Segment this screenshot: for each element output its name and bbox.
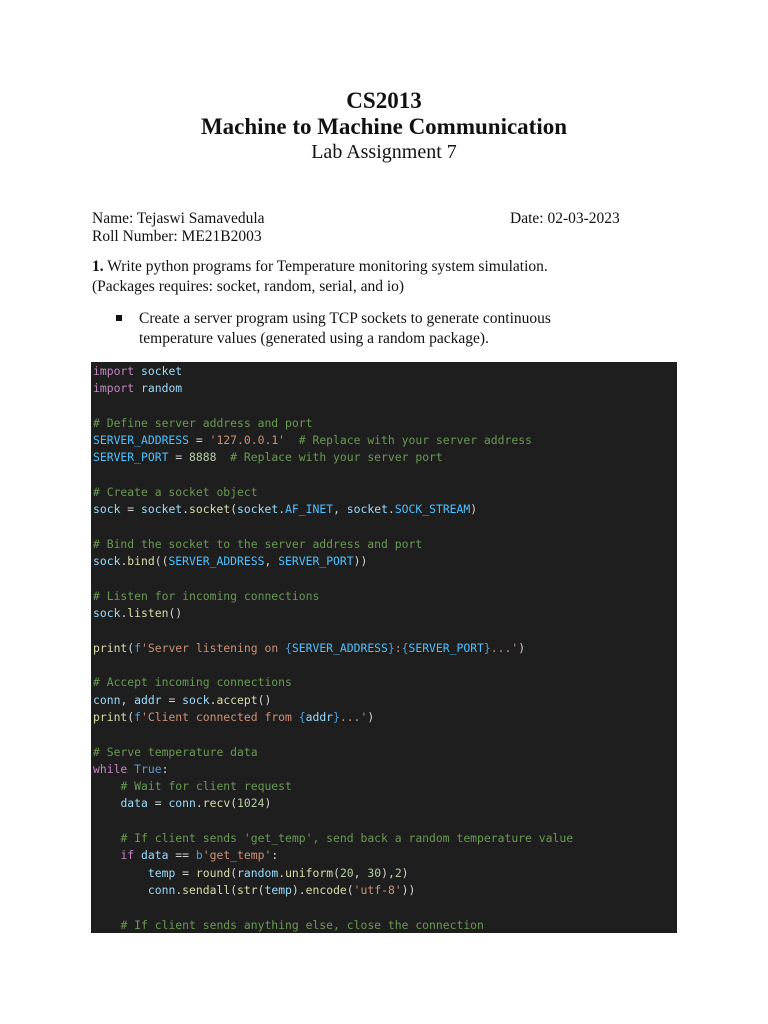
code-token: ...' [490, 640, 519, 655]
code-token: while [93, 761, 128, 776]
code-token: } [333, 709, 340, 724]
code-token: socket [141, 364, 183, 378]
code-token: conn [168, 796, 196, 811]
code-line [91, 778, 677, 795]
code-token: socket [237, 502, 279, 517]
code-token [93, 866, 148, 880]
code-line [91, 830, 677, 847]
code-token: recv [202, 796, 231, 811]
code-token: sock [93, 554, 121, 569]
code-token: = [147, 796, 169, 811]
code-token: temp [147, 865, 176, 880]
code-token: . [120, 554, 128, 569]
code-token: ...' [339, 709, 368, 724]
code-token [93, 883, 148, 897]
code-token: # Bind the socket to the server address and port [93, 536, 423, 551]
code-line [91, 813, 677, 830]
code-token: round [195, 865, 231, 880]
code-token: 20 [339, 865, 354, 880]
code-token: ) [264, 796, 272, 811]
code-token: ( [230, 882, 238, 897]
code-line [91, 761, 677, 778]
code-line [91, 380, 677, 397]
code-token: . [182, 502, 190, 517]
code-token: SERVER_PORT [278, 554, 354, 569]
code-token: ) [470, 502, 478, 517]
code-token: ). [291, 882, 306, 897]
code-line [91, 519, 677, 536]
code-token [285, 433, 299, 447]
code-token: f [134, 640, 142, 655]
code-line [91, 640, 677, 657]
code-token: : [161, 761, 169, 776]
code-token: { [401, 640, 409, 655]
code-token: sock [93, 502, 121, 517]
code-token: 2 [394, 865, 402, 880]
code-token: sock [93, 606, 121, 621]
code-token: 'Server listening on [141, 640, 286, 655]
code-token: 'get_temp' [202, 848, 272, 863]
code-token: . [175, 882, 183, 897]
code-token: sendall [182, 882, 231, 897]
code-line [91, 709, 677, 726]
code-token: () [168, 606, 183, 621]
code-token: print [93, 709, 128, 724]
code-token: ) [518, 640, 526, 655]
code-token: conn [147, 882, 176, 897]
code-token: } [387, 640, 395, 655]
code-token: random [237, 865, 279, 880]
code-token: { [285, 640, 292, 655]
code-token: SERVER_ADDRESS [291, 640, 388, 655]
code-token: # Create a socket object [93, 485, 258, 500]
course-name: Machine to Machine Communication [200, 114, 568, 139]
code-block [91, 362, 677, 933]
code-token: } [483, 640, 491, 655]
code-token: addr [134, 692, 162, 707]
code-token: str [237, 882, 258, 897]
code-line [91, 622, 677, 639]
code-token: = [161, 692, 183, 707]
code-token: '127.0.0.1' [209, 433, 286, 448]
code-token: = [168, 450, 190, 465]
code-token: socket [141, 502, 183, 517]
code-token [134, 848, 141, 862]
code-token: data [120, 796, 148, 811]
code-line [91, 398, 677, 415]
task-text: Create a server program using TCP sockets to generate continuous temperature values (generated using a random package). [139, 310, 551, 347]
code-token: = [189, 433, 210, 448]
code-token: , [264, 554, 279, 569]
code-token: )) [353, 554, 368, 569]
student-name: Name: Tejaswi Samavedula [92, 210, 265, 227]
code-line [91, 744, 677, 761]
code-token: uniform [285, 865, 334, 880]
code-token: ( [346, 882, 354, 897]
code-token: SOCK_STREAM [394, 502, 471, 517]
code-token: # Serve temperature data [93, 744, 258, 759]
code-token: if [120, 848, 135, 863]
assignment-title: Lab Assignment 7 [311, 141, 457, 163]
course-code: CS2013 [346, 88, 422, 113]
code-token [93, 779, 120, 793]
code-token: # Replace with your server port [230, 450, 443, 465]
code-line [91, 795, 677, 812]
code-token: accept [216, 692, 258, 707]
code-line [91, 449, 677, 466]
code-token [216, 450, 230, 464]
code-line [91, 553, 677, 570]
question-line-2: (Packages requires: socket, random, serial, and io) [92, 278, 405, 295]
code-token: 30 [367, 865, 382, 880]
code-token: ( [333, 865, 340, 880]
code-line [91, 726, 677, 743]
code-line [91, 588, 677, 605]
code-token: { [298, 709, 306, 724]
code-token: conn [93, 692, 121, 707]
bullet-square-icon [116, 315, 122, 321]
code-token: ) [401, 865, 409, 880]
code-token: ) [367, 709, 375, 724]
code-token: . [195, 796, 203, 811]
code-token: SERVER_ADDRESS [93, 433, 190, 448]
code-token: . [120, 606, 128, 621]
code-token: import [93, 364, 135, 378]
code-token: # Accept incoming connections [93, 675, 292, 690]
code-token: 8888 [189, 450, 217, 465]
code-token [93, 918, 120, 932]
code-line [91, 899, 677, 916]
code-token: (( [154, 554, 169, 569]
code-token: = [120, 502, 142, 517]
code-line [91, 484, 677, 501]
code-token: == [168, 848, 196, 863]
code-token: = [175, 865, 196, 880]
code-line [91, 432, 677, 449]
code-token: data [141, 848, 169, 863]
code-line [91, 467, 677, 484]
code-token: ( [127, 640, 135, 655]
code-line [91, 865, 677, 882]
code-token: SERVER_PORT [408, 640, 484, 655]
code-token: )) [401, 882, 416, 897]
code-token: AF_INET [285, 502, 334, 517]
code-token: bind [127, 554, 155, 569]
code-token: , [333, 502, 347, 517]
code-line [91, 657, 677, 674]
code-token: , [353, 865, 368, 880]
code-line [91, 674, 677, 691]
code-token: # Wait for client request [120, 779, 292, 794]
code-token: listen [127, 606, 169, 621]
code-token: . [209, 692, 217, 707]
code-line [91, 363, 677, 380]
code-token: random [141, 381, 183, 396]
code-token: sock [182, 692, 210, 707]
code-token: import [93, 381, 135, 396]
code-token: , [120, 692, 135, 707]
code-token: ( [127, 709, 135, 724]
task-bullet [116, 309, 626, 349]
question-number: 1. [92, 258, 104, 275]
code-token: . [278, 502, 286, 517]
code-token: SERVER_PORT [93, 450, 169, 465]
code-token: 1024 [237, 796, 265, 811]
code-token: ), [381, 865, 395, 880]
code-token: socket [346, 502, 388, 517]
code-line [91, 571, 677, 588]
code-token: . [278, 865, 286, 880]
code-token: # If client sends anything else, close the connection [120, 917, 484, 932]
code-token [93, 831, 120, 845]
code-line [91, 415, 677, 432]
code-token: socket [189, 502, 231, 517]
code-token: encode [305, 882, 347, 897]
code-line [91, 692, 677, 709]
code-token: ( [230, 796, 238, 811]
code-token [134, 381, 141, 395]
code-token: () [257, 692, 272, 707]
roll-number: Roll Number: ME21B2003 [92, 228, 262, 245]
code-token [93, 796, 120, 810]
code-line [91, 882, 677, 899]
code-token: # If client sends 'get_temp', send back a random temperature value [120, 831, 574, 846]
code-token: # Replace with your server address [298, 433, 532, 448]
code-token: b [195, 848, 203, 863]
code-token: print [93, 640, 128, 655]
code-token: ( [230, 865, 238, 880]
code-token: SERVER_ADDRESS [168, 554, 265, 569]
code-token [93, 848, 120, 862]
code-token: : [394, 640, 402, 655]
code-token: . [387, 502, 395, 517]
code-line [91, 917, 677, 934]
code-token: # Define server address and port [93, 415, 313, 430]
code-token: : [271, 848, 279, 863]
code-line [91, 536, 677, 553]
question-line-1: Write python programs for Temperature monitoring system simulation. [103, 258, 548, 275]
question-1 [92, 257, 652, 297]
code-line [91, 501, 677, 518]
code-token: f [134, 709, 142, 724]
code-token: ( [257, 882, 265, 897]
code-token: 'utf-8' [353, 882, 402, 897]
code-token: # Listen for incoming connections [93, 588, 320, 603]
code-token [134, 364, 141, 378]
code-token: True [134, 761, 162, 776]
code-token: ( [230, 502, 238, 517]
code-token: temp [264, 882, 292, 897]
code-token: 'Client connected from [141, 709, 299, 724]
submission-date: Date: 02-03-2023 [510, 210, 620, 227]
code-line [91, 605, 677, 622]
code-token: addr [305, 709, 334, 724]
code-line [91, 847, 677, 864]
